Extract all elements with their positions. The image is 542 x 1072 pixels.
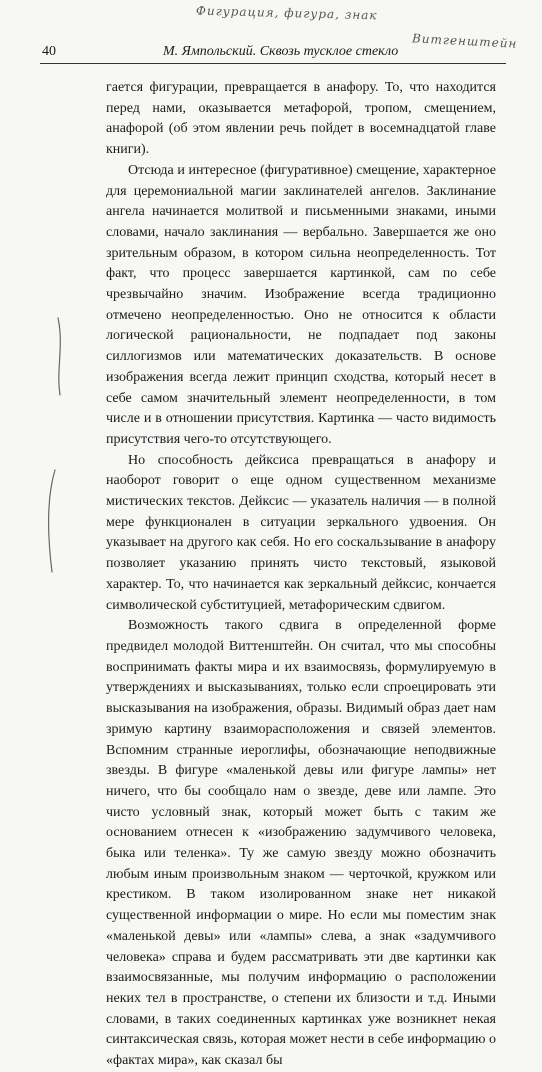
paragraph-3: Но способность дейксиса превращаться в анафору и наоборот говорит о еще одном существенном механизме мистических текстов. Дейксис — указатель наличия — в полной мере функционален в ситуации зеркального удвоения. Он указывает на другого как себя. Но его соскальзывание в анафору позволяет указанию принять чисто текстовый, языковой характер. То, что начинается как зеркальный дейксис, кончается символической субституцией, метафорическим сдвигом. [106, 452, 496, 613]
running-head: М. Ямпольский. Сквозь тусклое стекло [163, 44, 399, 59]
handwritten-note-corner: Витгенштейн [411, 31, 518, 51]
page-number: 40 [42, 44, 56, 59]
paragraph-1: гается фигурации, превращается в анафору. То, что находится перед нами, оказывается метафорой, тропом, смещением, анафорой (об этом явлении речь пойдет в восемнадцатой главе книги). [106, 80, 496, 158]
handwritten-note-top: Фигурация, фигура, знак [195, 3, 378, 23]
paragraph-4: Возможность такого сдвига в определенной форме предвидел молодой Виттенштейн. Он считал, что мы способны воспринимать факты мира и их взаимосвязь, формулируемую в утверждениях и высказываниях, только если спроецировать эти высказывания на изображения, образы. Видимый образ дает нам зримую картину взаиморасположения и связей элементов. Вспомним странные иероглифы, обозначающие неподвижные звезды. В фигуре «маленькой девы или фигуре лампы» нет ничего, что бы сообщало нам о звезде, деве или лампе. Это чисто условный знак, который может быть с таким же основанием отнесен к «изображению задумчивого человека, быка или теленка». Ту же самую звезду можно обозначить любым иным произвольным знаком — черточкой, кружком или крестиком. В таком изолированном знаке нет никакой существенной информации о мире. Но если мы поместим знак «маленькой девы» или «лампы» слева, а знак «задумчивого человека» справа и будем рассматривать эти две картинки как взаимосвязанные, мы получим информацию о расположении неких тел в пространстве, о степени их близости и т.д. Иными словами, в таких соединенных картинках уже возникнет некая синтаксическая связь, которая может нести в себе информацию о «фактах мира», как сказал бы [106, 618, 496, 1069]
paragraph-2: Отсюда и интересное (фигуративное) смещение, характерное для церемониальной магии заклинателей ангелов. Заклинание ангела начинается молитвой и письменными знаками, иными словами, начало заклинания — вербально. Завершается же оно зрительным образом, в котором сильна неопределенность. Тот факт, что процесс завершается картинкой, сам по себе чрезвычайно значим. Изображение всегда традиционно отмечено неопределенностью. Оно не относится к области логической рациональности, не подпадает под законы силлогизмов или математических доказательств. В основе изображения всегда лежит принцип сходства, который несет в себе самом значительный элемент неопределенности, в том числе и в отношении присутствия. Картинка — часто видимость присутствия чего-то отсутствующего. [106, 162, 496, 447]
